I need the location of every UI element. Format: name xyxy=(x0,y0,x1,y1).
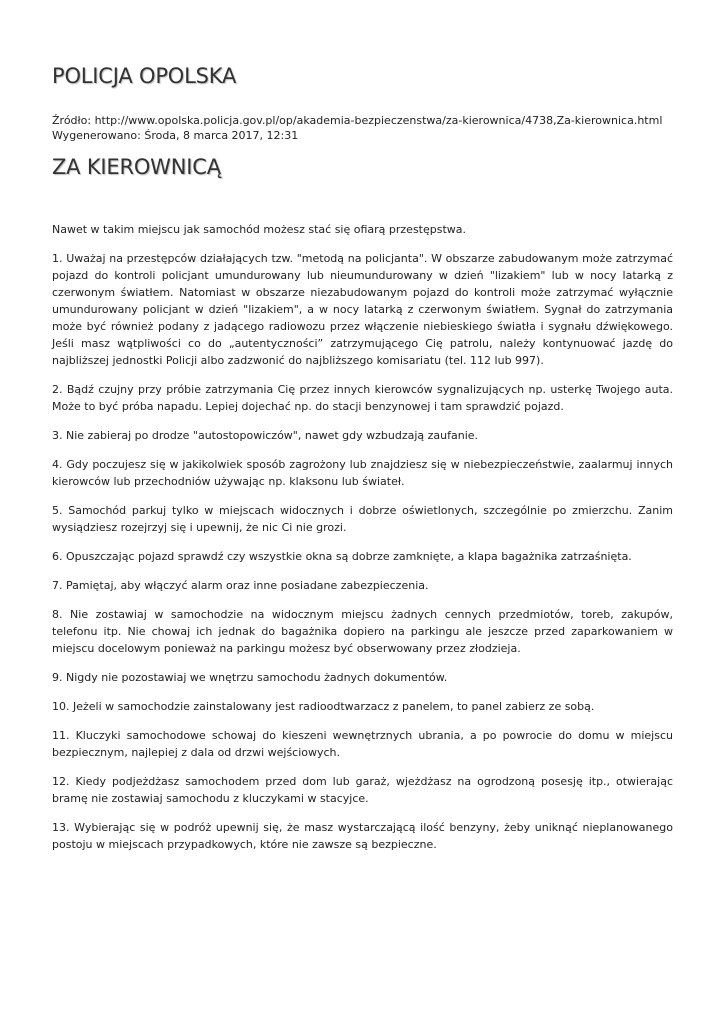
tip-paragraph-6: 6. Opuszczając pojazd sprawdź czy wszystkie okna są dobrze zamknięte, a klapa bagażnika zatrzaśnięta. xyxy=(52,550,632,563)
tip-paragraph-4: 4. Gdy poczujesz się w jakikolwiek sposób zagrożony lub znajdziesz się w niebezpieczeństwie, zaalarmuj innych kierowców lub przechodniów używając np. klaksonu lub świateł. xyxy=(52,458,673,488)
site-title: POLICJA OPOLSKA xyxy=(52,64,237,88)
document-meta xyxy=(52,114,662,143)
article-content xyxy=(52,221,673,865)
tip-paragraph-10: 10. Jeżeli w samochodzie zainstalowany jest radioodtwarzacz z panelem, to panel zabierz ze sobą. xyxy=(52,700,595,713)
source-line: Źródło: http://www.opolska.policja.gov.pl/op/akademia-bezpieczenstwa/za-kierownica/4738,Za-kierownica.html xyxy=(52,114,663,127)
tip-paragraph-8: 8. Nie zostawiaj w samochodzie na widocznym miejscu żadnych cennych przedmiotów, toreb, zakupów, telefonu itp. Nie chowaj ich jednak do bagażnika dopiero na parkingu ale jeszcze przed zaparkowaniem w miejscu docelowym ponieważ na parkingu możesz być obserwowany przez złodzieja. xyxy=(52,608,673,655)
tip-paragraph-11: 11. Kluczyki samochodowe schowaj do kieszeni wewnętrznych ubrania, a po powrocie do domu w miejscu bezpiecznym, najlepiej z dala od drzwi wejściowych. xyxy=(52,729,673,759)
article-title: ZA KIEROWNICĄ xyxy=(52,155,221,179)
tip-paragraph-7: 7. Pamiętaj, aby włączyć alarm oraz inne posiadane zabezpieczenia. xyxy=(52,579,429,592)
tip-paragraph-3: 3. Nie zabieraj po drodze "autostopowiczów", nawet gdy wzbudzają zaufanie. xyxy=(52,429,479,442)
generated-line: Wygenerowano: Środa, 8 marca 2017, 12:31 xyxy=(52,128,299,142)
tip-paragraph-2: 2. Bądź czujny przy próbie zatrzymania Cię przez innych kierowców sygnalizujących np. usterkę Twojego auta. Może to być próba napadu. Lepiej dojechać np. do stacji benzynowej i tam sprawdzić pojazd. xyxy=(52,383,673,413)
tip-paragraph-9: 9. Nigdy nie pozostawiaj we wnętrzu samochodu żadnych dokumentów. xyxy=(52,671,448,684)
intro-paragraph: Nawet w takim miejscu jak samochód możesz stać się ofiarą przestępstwa. xyxy=(52,223,467,236)
tip-paragraph-1: 1. Uważaj na przestępców działających tzw. "metodą na policjanta". W obszarze zabudowanym może zatrzymać pojazd do kontroli policjant umundurowany lub nieumundurowany w dzień "lizakiem" lub w nocy latarką z czerwonym światłem. Natomiast w obszarze niezabudowanym pojazd do kontroli może zatrzymać wyłącznie umundurowany policjant w dzień "lizakiem", a w nocy latarką z czerwonym światłem. Sygnał do zatrzymania może być również podany z jadącego radiowozu przez włączenie niebieskiego światła i sygnału dźwiękowego. Jeśli masz wątpliwości co do „autentyczności” zatrzymującego Cię patrolu, należy kontynuować jazdę do najbliższej jednostki Policji albo zadzwonić do najbliższego komisariatu (tel. 112 lub 997). xyxy=(52,252,673,367)
tip-paragraph-12: 12. Kiedy podjeżdżasz samochodem przed dom lub garaż, wjeżdżasz na ogrodzoną posesję itp., otwierając bramę nie zostawiaj samochodu z kluczykami w stacyjce. xyxy=(52,775,673,805)
tip-paragraph-5: 5. Samochód parkuj tylko w miejscach widocznych i dobrze oświetlonych, szczególnie po zmierzchu. Zanim wysiądziesz rozejrzyj się i upewnij, że nic Ci nie grozi. xyxy=(52,504,673,534)
tip-paragraph-13: 13. Wybierając się w podróż upewnij się, że masz wystarczającą ilość benzyny, żeby uniknąć nieplanowanego postoju w miejscach przypadkowych, które nie zawsze są bezpieczne. xyxy=(52,821,673,851)
